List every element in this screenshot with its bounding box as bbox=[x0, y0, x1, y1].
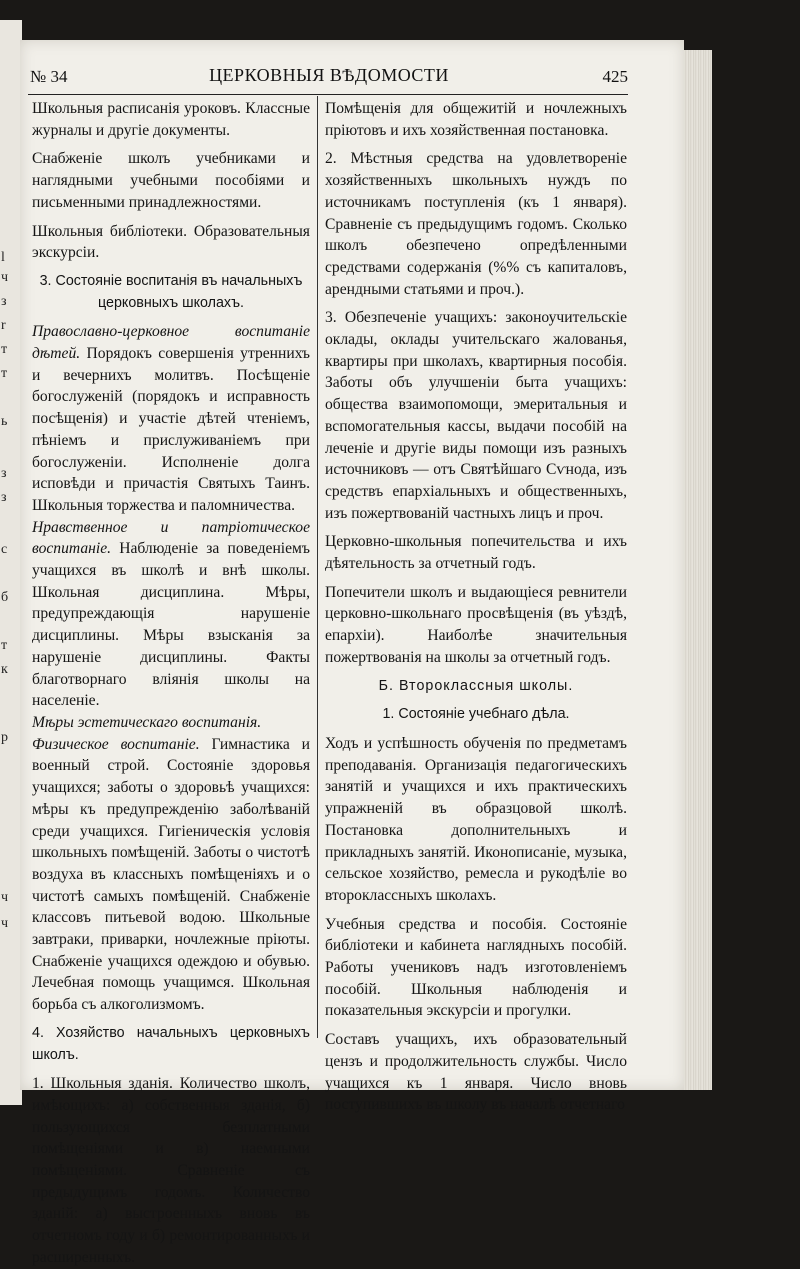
italic-lead: Физическое воспитаніе. bbox=[32, 735, 200, 753]
fragment-letter: з bbox=[1, 490, 7, 505]
fragment-letter: с bbox=[1, 542, 8, 557]
section-heading: 3. Состояніе воспитанія въ начальныхъ церковныхъ школахъ. bbox=[39, 272, 303, 311]
journal-title: ЦЕРКОВНЫЯ ВѢДОМОСТИ bbox=[209, 65, 449, 85]
paragraph: Школьныя расписанія уроковъ. Классные журналы и другіе документы. bbox=[32, 100, 310, 139]
italic-lead: Мѣры эстетическаго воспитанія. bbox=[32, 713, 262, 731]
page-number: 425 bbox=[602, 67, 628, 86]
paragraph-body: Наблюденіе за поведеніемъ учащихся въ школѣ и внѣ школы. Школьная дисциплина. Мѣры, предупреждающія нарушеніе дисциплины. Мѣры взысканія за нарушеніе дисциплины. Факты благотворнаго вліянія школы на населеніе. bbox=[32, 540, 310, 710]
paragraph: Учебныя средства и пособія. Состояніе библіотеки и кабинета наглядныхъ пособій. Работы учениковъ надъ изготовленіемъ пособій. Школьныя наблюденія и показательныя экскурсіи и прогулки. bbox=[325, 915, 627, 1020]
paragraph bbox=[32, 517, 310, 712]
paragraph: 1. Школьныя зданія. Количество школъ, имѣющихъ: а) собственныя зданія, б) пользующихся безплатными помѣщеніями и в) наемными помѣщеніями. Сравненіе съ предыдущимъ годомъ. Количество зданій: а) выстроенныхъ вновь въ отчетномъ году и б) ремонтированныхъ и расширенныхъ. bbox=[32, 1075, 310, 1266]
italic-lead: Нравственное и патріотическое воспитаніе. bbox=[32, 518, 310, 558]
running-header bbox=[30, 64, 628, 92]
issue-number: № 34 bbox=[30, 67, 68, 86]
fragment-letter: з bbox=[1, 294, 7, 309]
paragraph: Церковно-школьныя попечительства и ихъ дѣятельность за отчетный годъ. bbox=[325, 533, 627, 573]
paragraph: 3. Обезпеченіе учащихъ: законоучительскіе оклады, оклады учительскаго жалованья, квартиры при школахъ, квартирныя пособія. Заботы объ улучшеніи быта учащихъ: общества взаимопомощи, эмеритальныя и вспомогательныя кассы, выдачи пособій на леченіе и другіе виды помощи изъ разныхъ источниковъ — отъ Святѣйшаго Сѵнода, изъ средствъ епархіальныхъ и общественныхъ, изъ пожертвованій частныхъ лицъ и проч. bbox=[325, 309, 627, 522]
paragraph-body: Порядокъ совершенія утреннихъ и вечернихъ молитвъ. Посѣщеніе богослуженій (порядокъ и исправность посѣщенія) и участіе дѣтей чтеніемъ, пѣніемъ и прислуживаніемъ при богослуженіи. Исполненіе долга исповѣди и причастія Святыхъ Таинъ. Школьныя торжества и паломничества. bbox=[32, 345, 310, 514]
fragment-letter: т bbox=[1, 638, 8, 653]
fragment-letter: ч bbox=[1, 916, 9, 931]
fragment-letter: т bbox=[1, 342, 8, 357]
fragment-letter: r bbox=[1, 318, 6, 333]
paragraph-body: Гимнастика и военный строй. Состояніе здоровья учащихся; заботы о здоровьѣ учащихся: мѣры къ предупрежденію заболѣваній среди учащихся. Гигіеническія условія школьныхъ помѣщеній. Заботы о чистотѣ воздуха въ классныхъ помѣщеніяхъ и о чистотѣ самыхъ помѣщеній. Снабженіе классовъ питьевой водою. Школьные завтраки, приварки, ночлежные пріюты. Снабженіе учащихся одеждою и обувью. Лечебная помощь учащимся. Школьная борьба съ алкоголизмомъ. bbox=[32, 735, 310, 1014]
paragraph: Снабженіе школъ учебниками и наглядными учебными пособіями и письменными принадлежностями. bbox=[32, 150, 310, 211]
fragment-letter: з bbox=[1, 466, 7, 481]
paragraph: Составъ учащихъ, ихъ образовательный цензъ и продолжительность службы. Число учащихся къ 1 января. Число вновь поступившихъ въ школу въ началѣ отчетнаго bbox=[325, 1031, 627, 1114]
paragraph: Ходъ и успѣшность обученія по предметамъ преподаванія. Организація педагогическихъ занятій и учащихся и ихъ практическихъ упражненій въ образцовой школѣ. Постановка дополнительныхъ и прикладныхъ занятій. Иконописаніе, музыка, сельское хозяйство, ремесла и рукодѣліе во второклассныхъ школахъ. bbox=[325, 734, 627, 904]
paragraph bbox=[32, 321, 310, 516]
italic-lead: Православно-церковное воспитаніе дѣтей. bbox=[32, 323, 310, 363]
fragment-letter: р bbox=[1, 730, 8, 745]
subsection-heading: 1. Состояніе учебнаго дѣла. bbox=[382, 706, 570, 723]
fragment-letter: б bbox=[1, 590, 9, 605]
header-rule bbox=[28, 94, 628, 95]
right-column bbox=[325, 98, 627, 1116]
fragment-letter: ь bbox=[1, 414, 8, 429]
fragment-letter: к bbox=[1, 662, 8, 677]
section-heading: Б. Второклассныя школы. bbox=[378, 677, 574, 694]
adjacent-page-fragment bbox=[0, 20, 22, 1105]
paragraph: Школьныя библіотеки. Образовательныя экскурсіи. bbox=[32, 222, 310, 262]
fragment-letter: l bbox=[1, 250, 5, 265]
paragraph: Помѣщенія для общежитій и ночлежныхъ пріютовъ и ихъ хозяйственная постановка. bbox=[325, 100, 627, 139]
paragraph: Попечители школъ и выдающіеся ревнители церковно-школьнаго просвѣщенія (въ уѣздѣ, епархіи). Наиболѣе значительныя пожертвованія на школы за отчетный годъ. bbox=[325, 583, 627, 666]
column-divider bbox=[317, 96, 318, 1038]
fragment-letter: т bbox=[1, 366, 8, 381]
left-column bbox=[32, 98, 310, 1269]
fragment-letter: ч bbox=[1, 890, 9, 905]
fragment-letter: ч bbox=[1, 270, 9, 285]
page-stack-edge bbox=[684, 50, 712, 1090]
section-heading: 4. Хозяйство начальныхъ церковныхъ школъ. bbox=[32, 1024, 310, 1063]
paragraph: 2. Мѣстныя средства на удовлетвореніе хозяйственныхъ школьныхъ нуждъ по источникамъ поступленія (къ 1 января). Сравненіе съ предыдущимъ годомъ. Сколько школъ обезпечено опредѣленными средствами содержанія (%% съ капиталовъ, арендными статьями и проч.). bbox=[325, 150, 627, 298]
paragraph bbox=[32, 734, 310, 1016]
